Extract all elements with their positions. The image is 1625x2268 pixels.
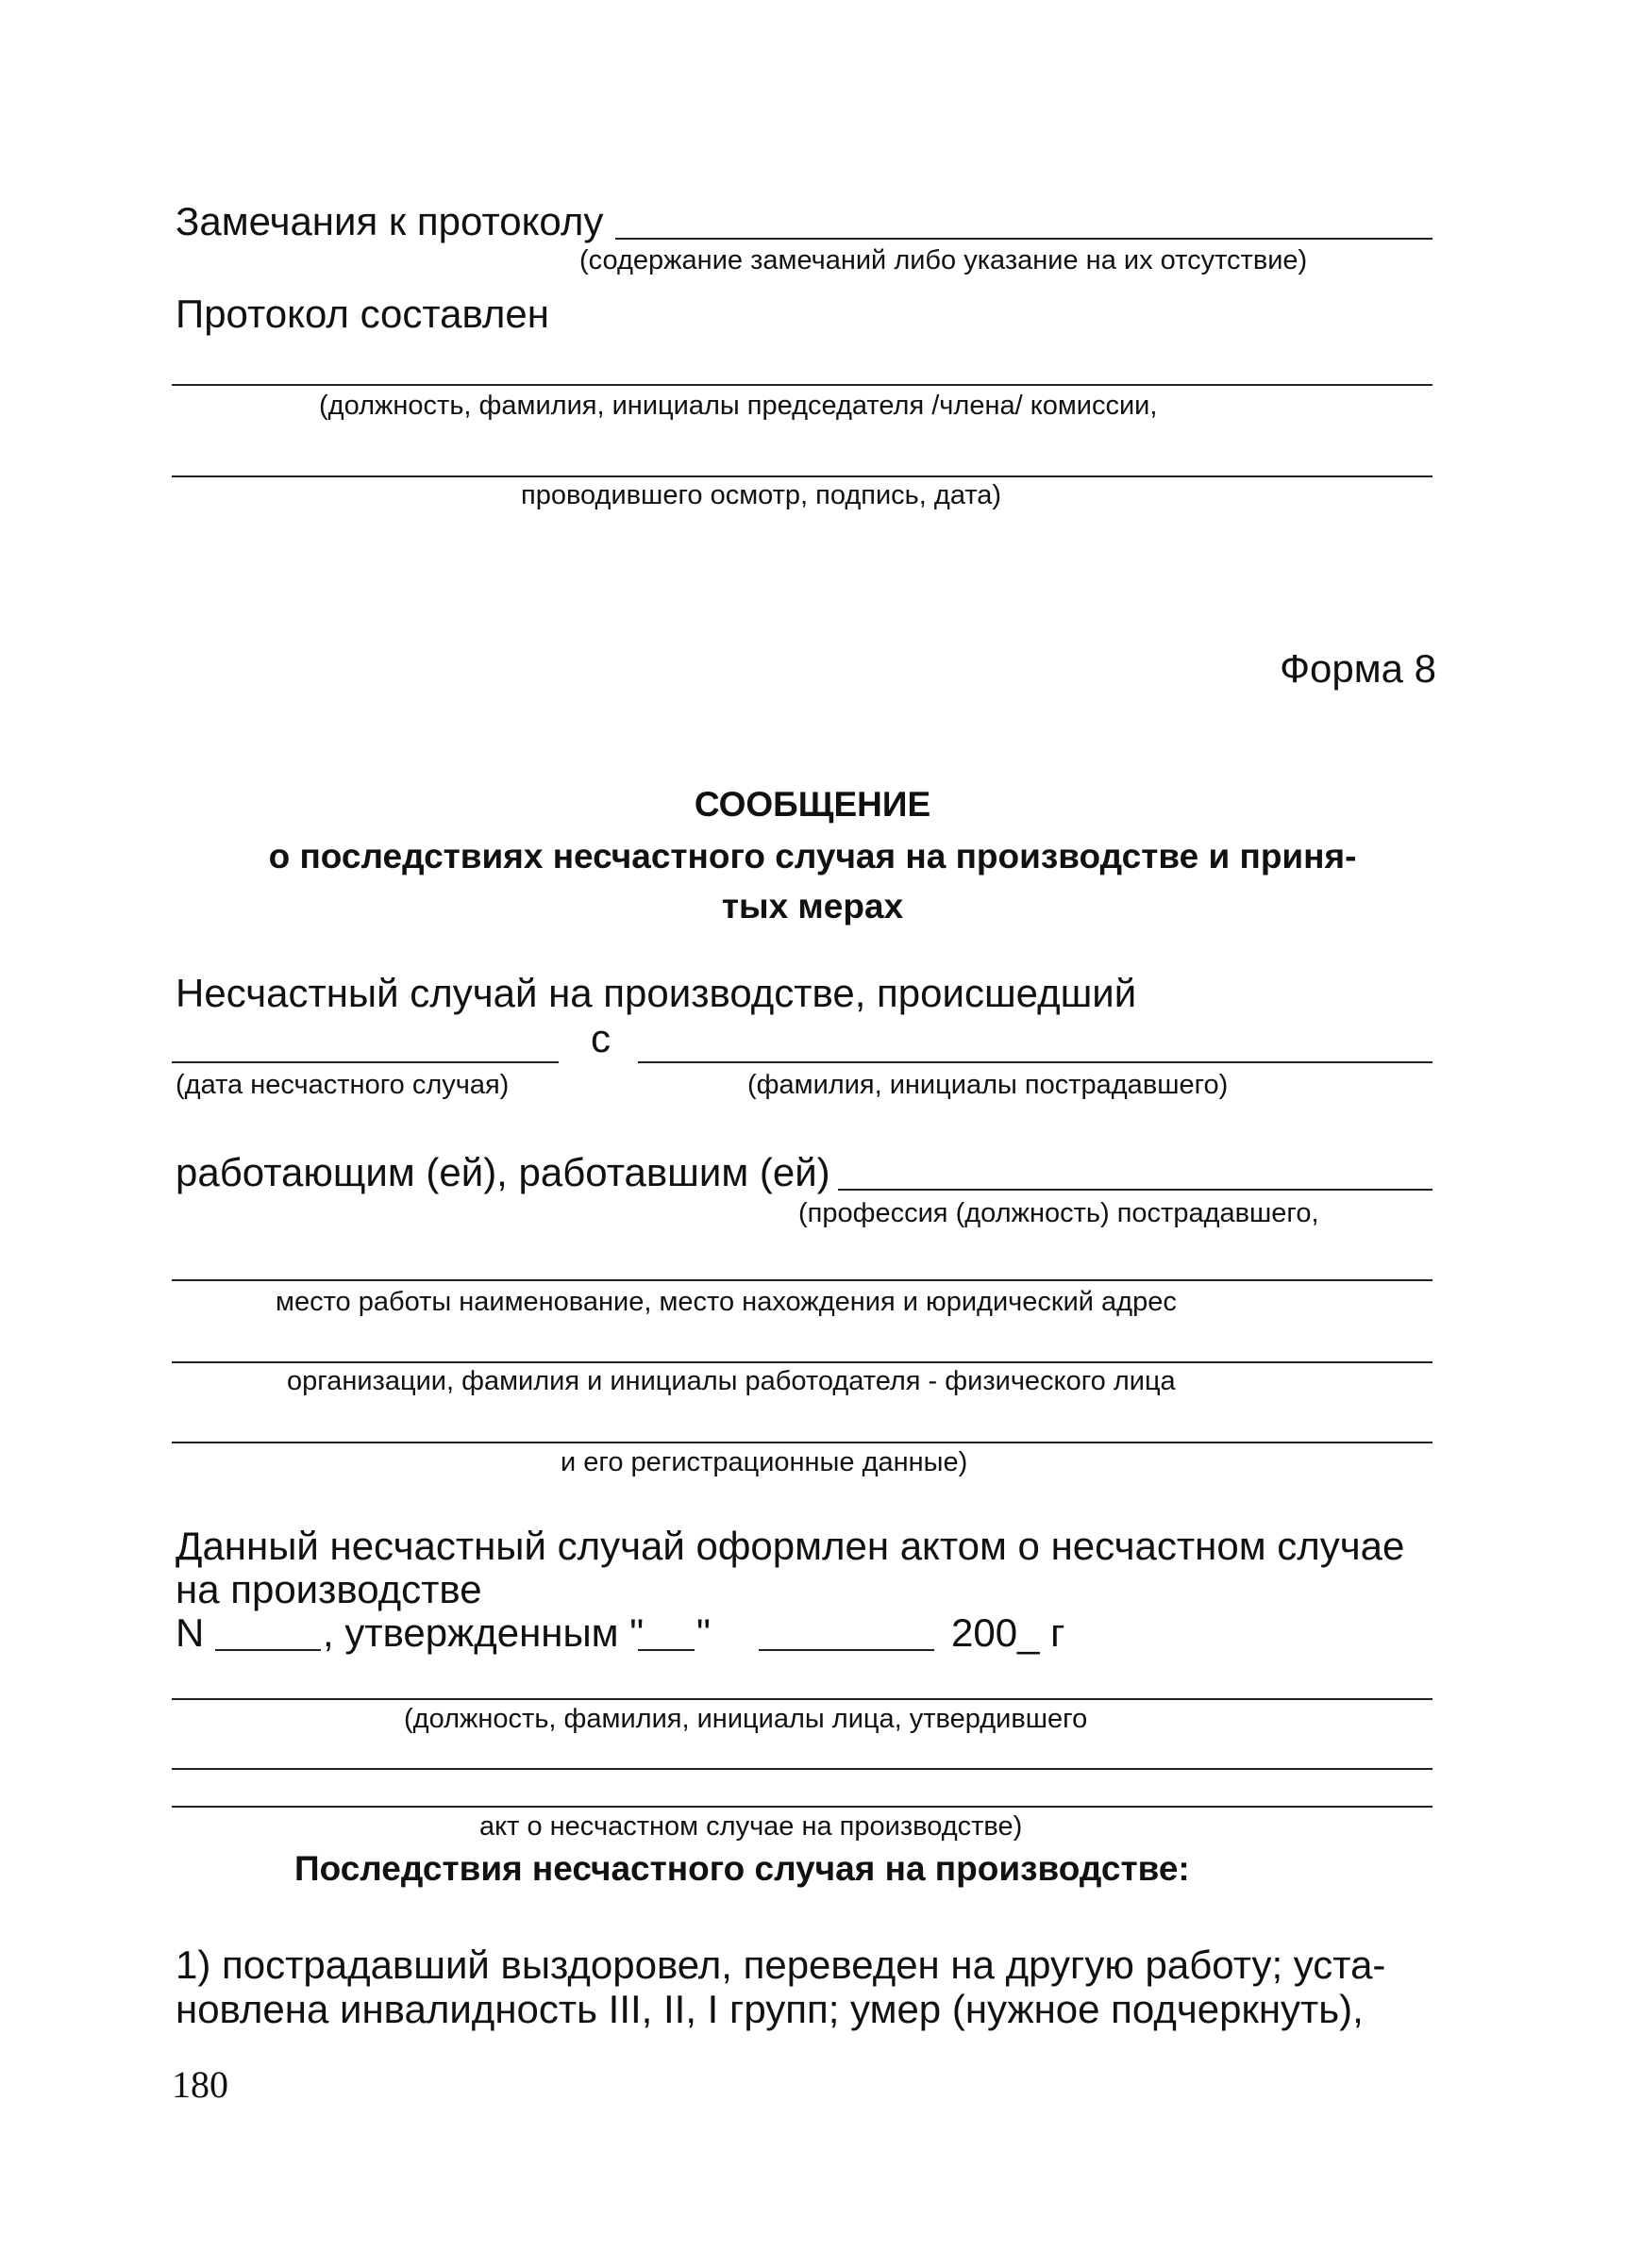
consequences-item-1-line-2: новлена инвалидность III, II, I групп; умер (нужное подчеркнуть), <box>176 1987 1364 2031</box>
accident-date-caption: (дата несчастного случая) <box>176 1070 510 1100</box>
title-main: СООБЩЕНИЕ <box>694 785 931 824</box>
accident-intro: Несчастный случай на производстве, происшедший <box>176 971 1137 1015</box>
compiled-caption-2: проводившего осмотр, подпись, дата) <box>521 480 1002 510</box>
title-sub-line-2: тых мерах <box>721 887 904 926</box>
title-sub-line-1: о последствиях несчастного случая на производстве и приня- <box>268 837 1357 876</box>
approver-line-3 <box>172 1806 1432 1808</box>
form-number: Форма 8 <box>1280 646 1436 691</box>
act-line-1: Данный несчастный случай оформлен актом о несчастном случае <box>176 1524 1405 1568</box>
compiled-caption-1: (должность, фамилия, инициалы председателя /члена/ комиссии, <box>319 391 1158 421</box>
workplace-caption-3: и его регистрационные данные) <box>561 1447 968 1477</box>
approver-caption-2: акт о несчастном случае на производстве) <box>479 1811 1023 1842</box>
consequences-heading: Последствия несчастного случая на производстве: <box>294 1849 1190 1888</box>
compiled-label: Протокол составлен <box>176 292 549 336</box>
remarks-fill-line <box>615 238 1432 240</box>
page-number: 180 <box>172 2063 228 2106</box>
compiled-fill-line-2 <box>172 475 1432 477</box>
accident-victim-line <box>638 1061 1432 1063</box>
approver-caption-1: (должность, фамилия, инициалы лица, утвердившего <box>404 1704 1088 1734</box>
working-fill-line <box>838 1189 1432 1191</box>
workplace-caption-2: организации, фамилия и инициалы работодателя - физического лица <box>287 1366 1176 1396</box>
approver-line-1 <box>172 1698 1432 1700</box>
act-line-2: на производстве <box>176 1567 482 1611</box>
consequences-item-1-line-1: 1) пострадавший выздоровел, переведен на другую работу; уста- <box>176 1943 1386 1987</box>
act-number-line <box>215 1649 321 1651</box>
workplace-caption-1: место работы наименование, место нахождения и юридический адрес <box>276 1287 1177 1317</box>
remarks-label: Замечания к протоколу <box>176 199 604 243</box>
accident-preposition: с <box>591 1016 611 1060</box>
act-number-prefix: N <box>176 1610 205 1655</box>
remarks-caption: (содержание замечаний либо указание на их отсутствие) <box>579 245 1308 275</box>
workplace-line-1 <box>172 1279 1432 1281</box>
workplace-line-3 <box>172 1442 1432 1443</box>
act-month-line <box>759 1649 934 1651</box>
approver-line-2 <box>172 1768 1432 1770</box>
act-quote-close: " <box>696 1610 711 1655</box>
accident-date-line <box>172 1061 559 1063</box>
profession-caption: (профессия (должность) пострадавшего, <box>798 1198 1319 1228</box>
accident-victim-caption: (фамилия, инициалы пострадавшего) <box>747 1070 1229 1100</box>
compiled-fill-line-1 <box>172 384 1432 386</box>
workplace-line-2 <box>172 1361 1432 1363</box>
act-day-line <box>638 1649 695 1651</box>
working-label: работающим (ей), работавшим (ей) <box>176 1150 830 1194</box>
act-year-text: 200_ г <box>951 1610 1065 1655</box>
act-approved-text: , утвержденным " <box>323 1610 645 1655</box>
